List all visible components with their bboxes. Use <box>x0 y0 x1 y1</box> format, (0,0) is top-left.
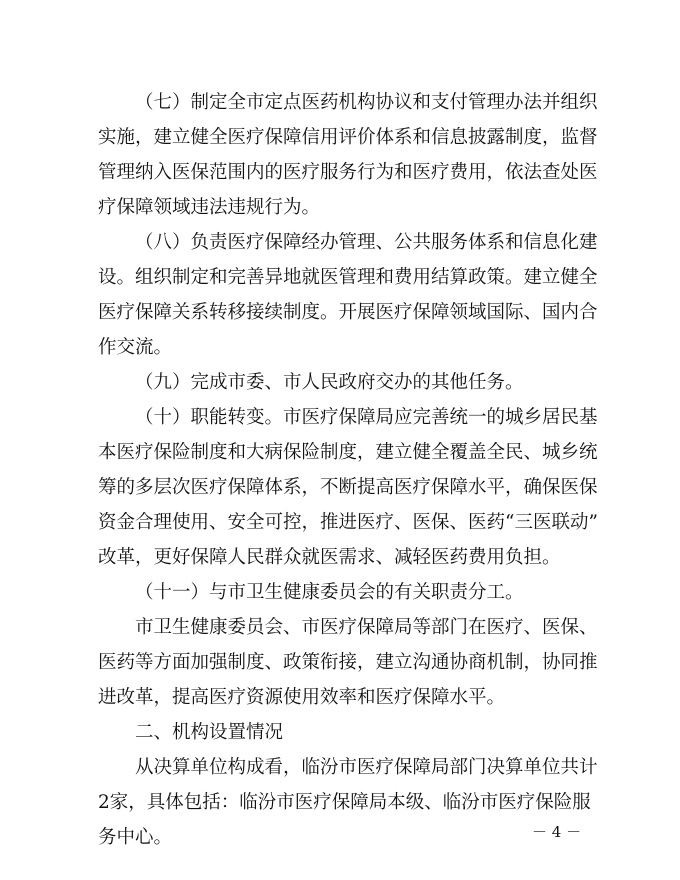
text-line: 管理纳入医保范围内的医疗服务行为和医疗费用，依法查处医 <box>98 162 598 183</box>
text-line: 务中心。 <box>98 827 173 848</box>
text-line: 作交流。 <box>98 337 173 358</box>
section-heading: 二、机构设置情况 <box>135 722 284 743</box>
text-line: 本医疗保险制度和大病保险制度，建立健全覆盖全民、城乡统 <box>98 442 598 463</box>
text-line: 实施，建立健全医疗保障信用评价体系和信息披露制度，监督 <box>98 127 598 148</box>
text-line: 改革，更好保障人民群众就医需求、减轻医药费用负担。 <box>98 547 561 568</box>
text-line: 从决算单位构成看，临汾市医疗保障局部门决算单位共计 <box>135 757 598 778</box>
text-line: （八）负责医疗保障经办管理、公共服务体系和信息化建 <box>135 232 598 253</box>
text-line: 筹的多层次医疗保障体系，不断提高医疗保障水平，确保医保 <box>98 477 598 498</box>
text-line: 进改革，提高医疗资源使用效率和医疗保障水平。 <box>98 687 506 708</box>
text-line: 2家，具体包括：临汾市医疗保障局本级、临汾市医疗保险服 <box>98 792 591 813</box>
text-line: 资金合理使用、安全可控，推进医疗、医保、医药“三医联动” <box>98 512 598 533</box>
text-line: 医疗保障关系转移接续制度。开展医疗保障领域国际、国内合 <box>98 302 598 323</box>
text-line: （十）职能转变。市医疗保障局应完善统一的城乡居民基 <box>135 407 598 428</box>
text-line: 设。组织制定和完善异地就医管理和费用结算政策。建立健全 <box>98 267 598 288</box>
text-line: （十一）与市卫生健康委员会的有关职责分工。 <box>135 582 524 603</box>
text-line: 疗保障领域违法违规行为。 <box>98 197 321 218</box>
text-line: （九）完成市委、市人民政府交办的其他任务。 <box>135 372 524 393</box>
text-line: 市卫生健康委员会、市医疗保障局等部门在医疗、医保、 <box>135 617 598 638</box>
text-line: （七）制定全市定点医药机构协议和支付管理办法并组织 <box>135 92 598 113</box>
page-number: － 4 － <box>532 823 582 841</box>
text-line: 医药等方面加强制度、政策衔接，建立沟通协商机制，协同推 <box>98 652 598 673</box>
